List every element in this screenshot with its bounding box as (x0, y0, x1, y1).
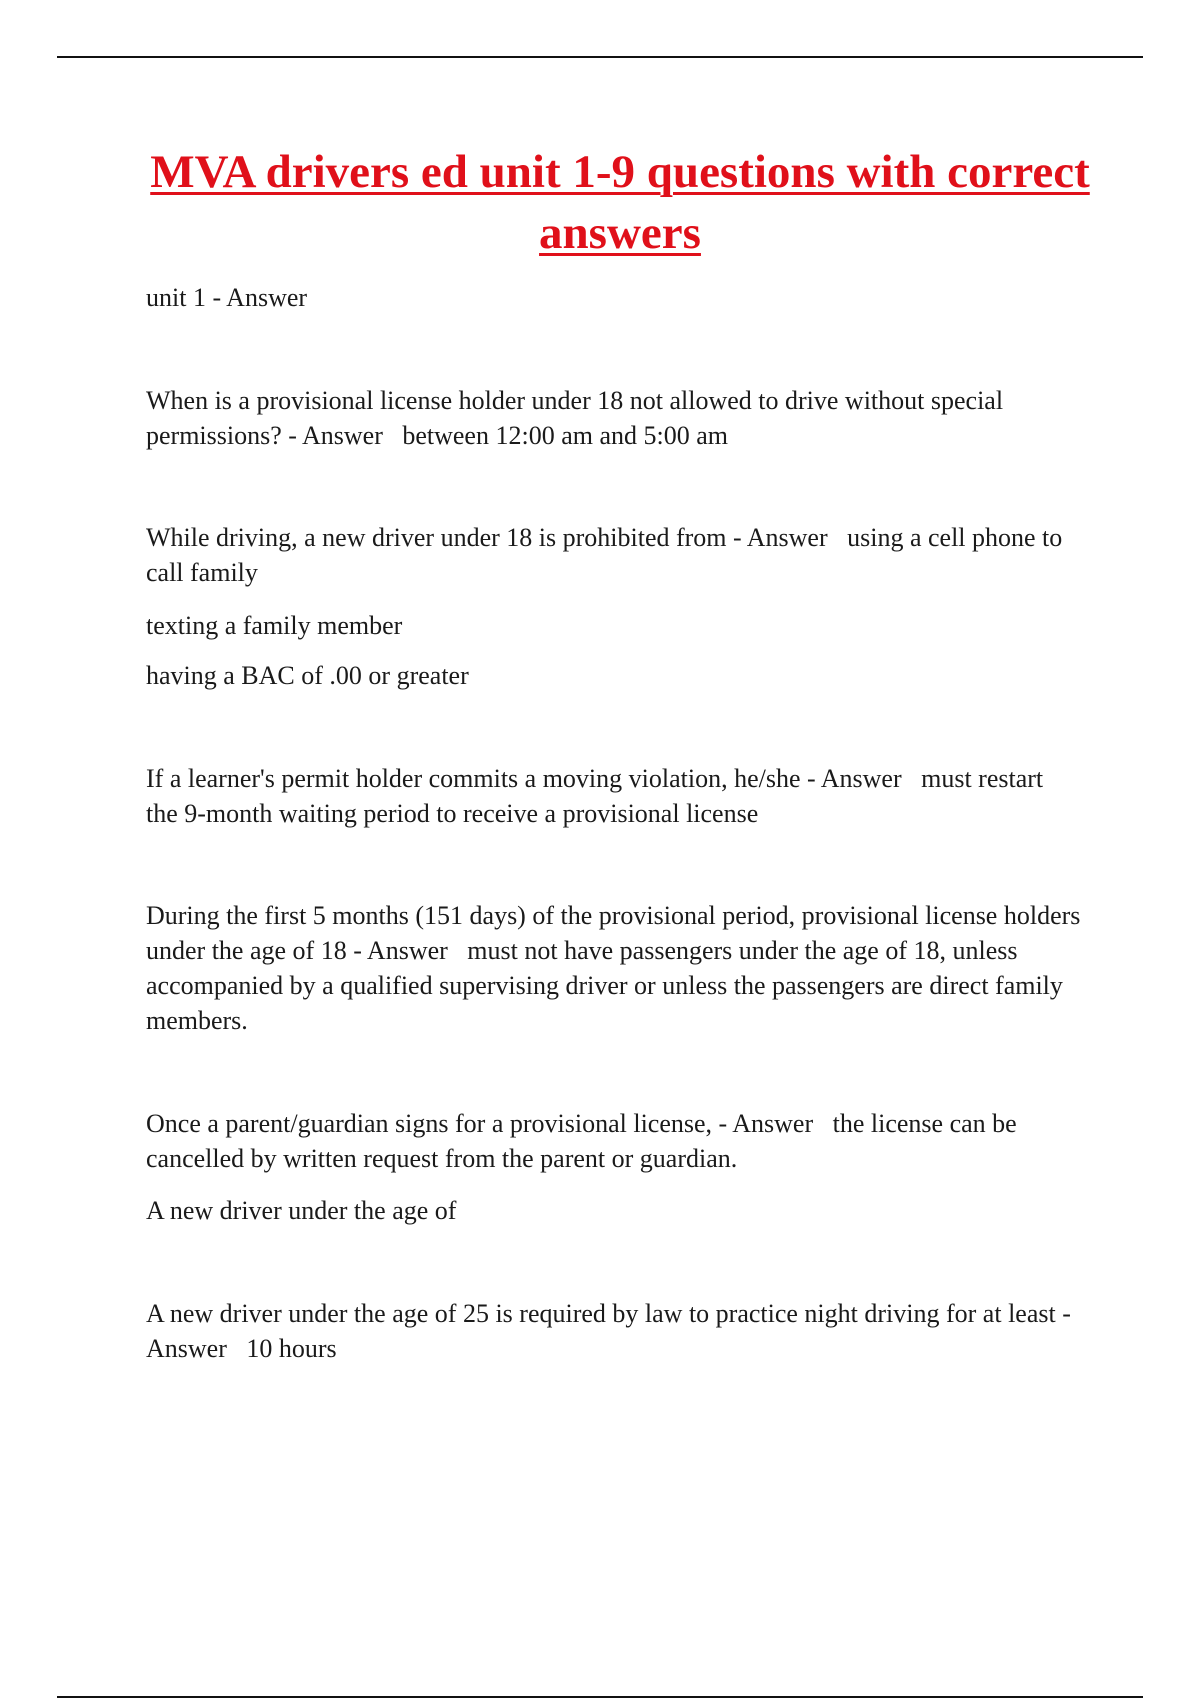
paragraph-question-5: Once a parent/guardian signs for a provisional license, - Answer the license can be cancelled by written request from the parent or guardian. (146, 1109, 1024, 1173)
paragraph-question-1: When is a provisional license holder under 18 not allowed to drive without special permissions? - Answer between 12:00 am and 5:00 am (146, 386, 1010, 450)
paragraph-unit-heading: unit 1 - Answer (146, 283, 308, 312)
bottom-rule (57, 1696, 1143, 1698)
paragraph-question-3: If a learner's permit holder commits a moving violation, he/she - Answer must restart the 9-month waiting period to receive a provisional license (146, 764, 1050, 828)
paragraph-question-6: A new driver under the age of 25 is required by law to practice night driving for at least - Answer 10 hours (146, 1299, 1076, 1363)
paragraph-question-4: During the first 5 months (151 days) of the provisional period, provisional license holders under the age of 18 - Answer must not have passengers under the age of 18, unless accompanied by a qualified supervising driver or unless the passengers are direct family members. (146, 901, 1087, 1035)
paragraph-answer-2c: having a BAC of .00 or greater (146, 661, 469, 690)
top-rule (57, 56, 1143, 58)
paragraph-fragment: A new driver under the age of (146, 1196, 457, 1225)
document-title: MVA drivers ed unit 1-9 questions with correct answers (150, 146, 1090, 259)
paragraph-answer-2b: texting a family member (146, 611, 403, 640)
paragraph-question-2: While driving, a new driver under 18 is prohibited from - Answer using a cell phone to call family (146, 523, 1069, 587)
